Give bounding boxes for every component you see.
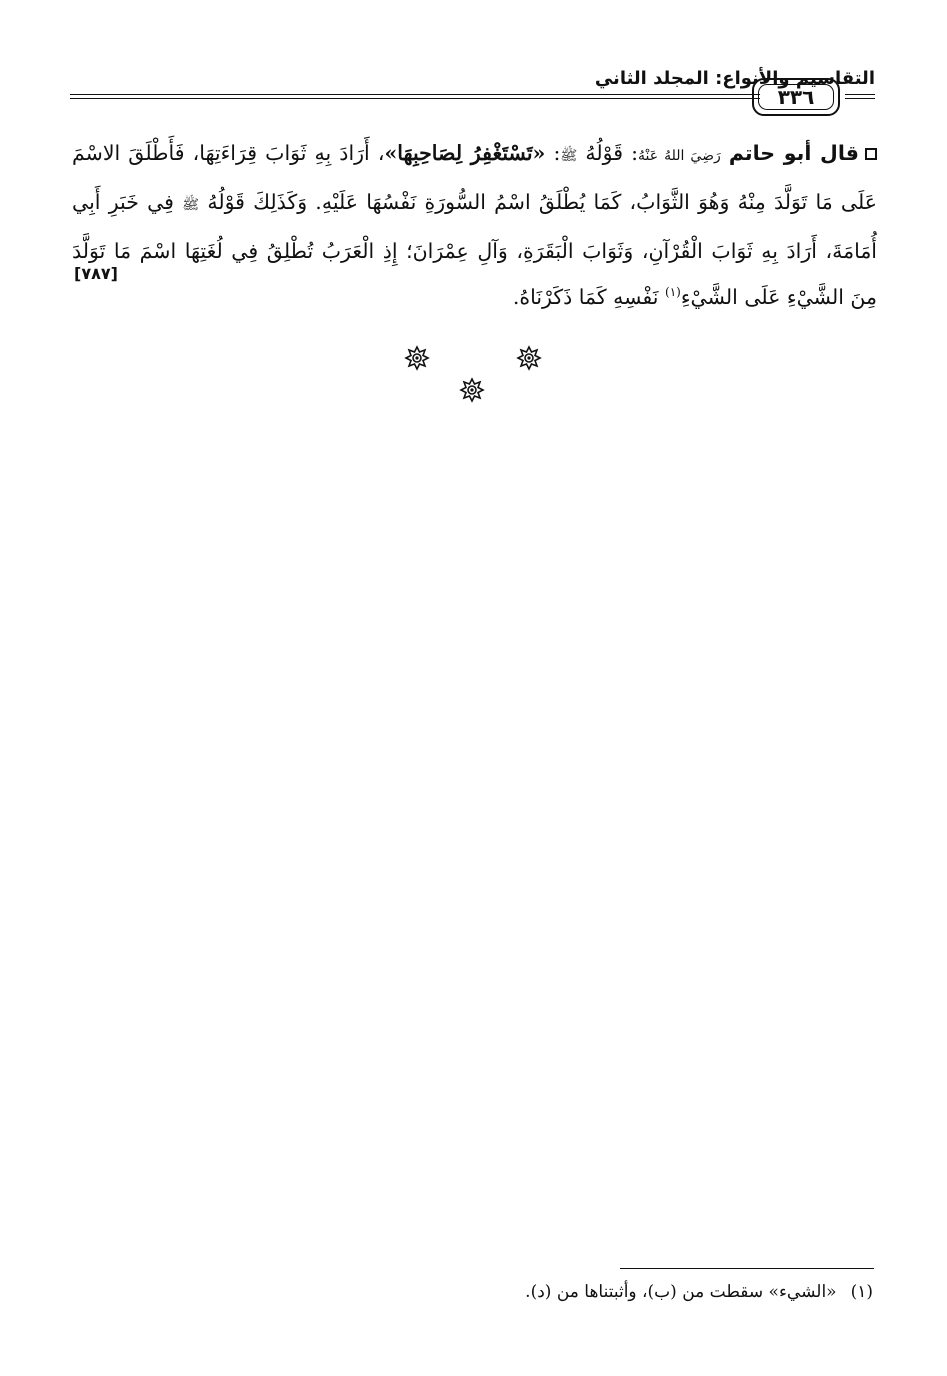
- footnote-number: (١): [850, 1282, 873, 1302]
- header-rule-right-bottom: [845, 98, 875, 99]
- speaker-label: قال أبو حاتم: [728, 141, 859, 165]
- text-part-1: ، أَرَادَ بِهِ ثَوَابَ قِرَاءَتِهَا، فَأَطْلَقَ الاسْمَ عَلَى مَا تَوَلَّدَ مِنْهُ وَهُوَ الثَّوَابُ، كَمَا يُطْلَقُ اسْمُ السُّورَةِ نَفْسُهَا عَلَيْهِ. وَكَذَلِكَ قَوْلُهُ: [72, 141, 878, 214]
- hadith-quote: «تَسْتَغْفِرُ لِصَاحِبِهَا»: [384, 141, 546, 165]
- quote-colon: :: [553, 141, 561, 165]
- header-rule-bottom: [70, 98, 760, 99]
- header-rule-right-top: [845, 94, 875, 95]
- rosette-ornament-icon: [459, 377, 485, 403]
- footnote-separator: [620, 1268, 874, 1269]
- paragraph: [72, 130, 877, 320]
- prophet-honorific: ﷺ: [560, 148, 578, 164]
- square-marker-icon: [865, 148, 877, 160]
- text-part-2: فِي خَبَرِ أَبِي أُمَامَةَ، أَرَادَ بِهِ ثَوَابَ الْقُرْآنِ، وَثَوَابَ الْبَقَرَةِ، وَآلِ عِمْرَانَ؛ إِذِ الْعَرَبُ تُطْلِقُ فِي لُغَتِهَا اسْمَ مَا تَوَلَّدَ مِنَ الشَّيْءِ عَلَى الشَّيْءِ: [72, 190, 877, 309]
- companion-honorific: رَضِيَ اللهُ عَنْهُ: [638, 148, 721, 164]
- page-number: ٣٣٦: [758, 84, 834, 110]
- page-number-frame: [752, 78, 840, 116]
- footnote-reference: (١): [665, 285, 681, 300]
- page-header: [70, 64, 875, 114]
- main-text: [72, 130, 877, 320]
- prophet-honorific-2: ﷺ: [182, 197, 200, 213]
- header-rule-top: [70, 94, 760, 95]
- running-title: التقاسيم والأنواع: المجلد الثاني: [594, 68, 875, 89]
- hadith-number: [٧٨٧]: [74, 264, 118, 283]
- text-part-3: نَفْسِهِ كَمَا ذَكَرْنَاهُ.: [512, 285, 659, 309]
- footnote-text: «الشيء» سقطت من (ب)، وأثبتناها من (د).: [525, 1282, 837, 1302]
- rosette-ornament-icon: [404, 345, 430, 371]
- footnote: [525, 1282, 873, 1302]
- intro-text: : قَوْلُهُ: [585, 141, 638, 165]
- rosette-ornament-icon: [516, 345, 542, 371]
